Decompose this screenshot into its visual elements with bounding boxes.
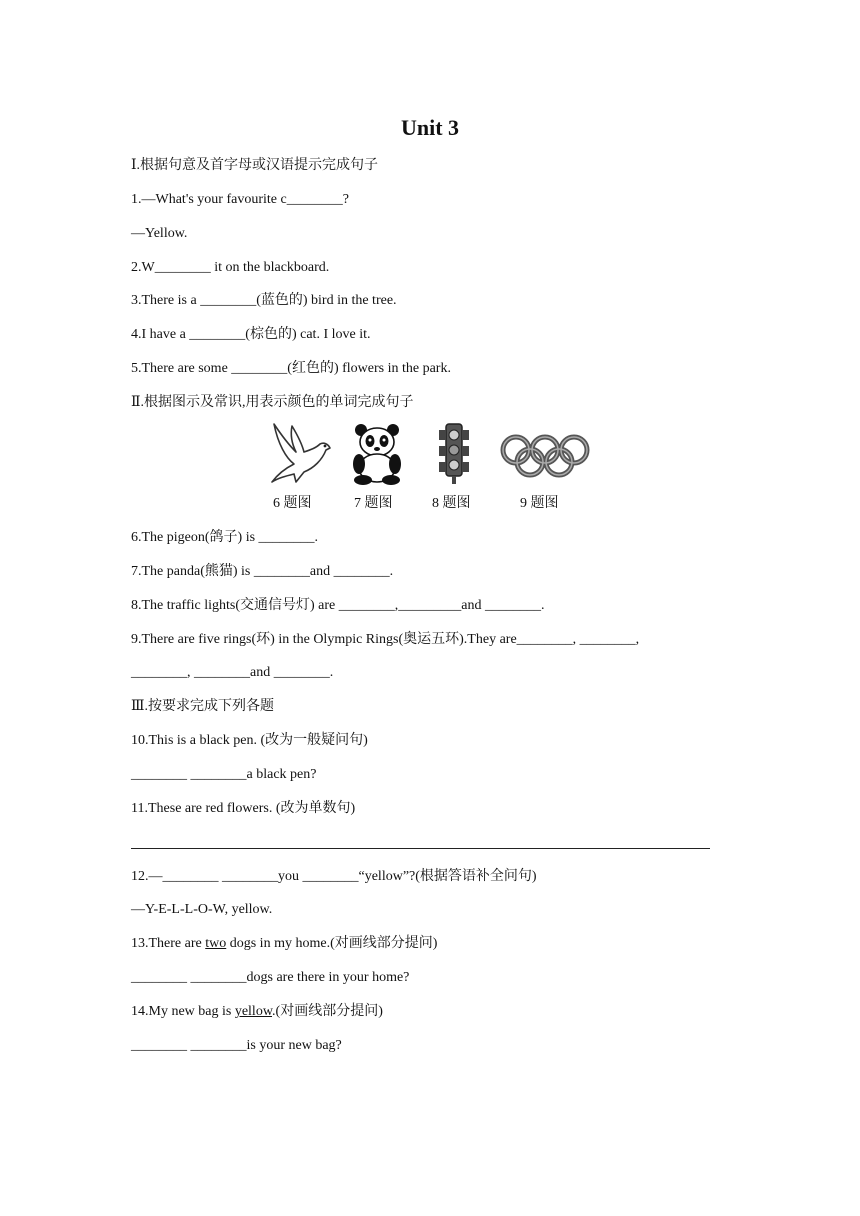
question-1: 1.—What's your favourite c________? <box>131 192 349 207</box>
question-10: 10.This is a black pen. (改为一般疑问句) <box>131 733 368 748</box>
question-11: 11.These are red flowers. (改为单数句) <box>131 801 356 816</box>
caption-7: 7 题图 <box>354 496 393 511</box>
answer-13: ________ ________dogs are there in your home? <box>131 970 410 985</box>
underlined-word: two <box>205 936 227 951</box>
page-title: Unit 3 <box>400 115 460 140</box>
question-9: 9.There are five rings(环) in the Olympic Rings(奥运五环).They are________, ________, <box>131 632 640 647</box>
section-2-heading: Ⅱ.根据图示及常识,用表示颜色的单词完成句子 <box>131 395 414 410</box>
question-5: 5.There are some ________(红色的) flowers in the park. <box>131 361 451 376</box>
answer-10: ________ ________a black pen? <box>131 767 317 782</box>
panda-image <box>349 422 405 486</box>
caption-6: 6 题图 <box>273 496 312 511</box>
question-4: 4.I have a ________(棕色的) cat. I love it. <box>131 327 371 342</box>
olympic-rings-image <box>500 422 600 486</box>
underlined-word: yellow <box>234 1004 273 1019</box>
pigeon-image <box>270 422 336 486</box>
question-9-continued: ________, ________and ________. <box>131 665 334 680</box>
caption-9: 9 题图 <box>520 496 559 511</box>
question-12: 12.—________ ________you ________“yellow”?(根据答语补全问句) <box>131 869 537 884</box>
question-2: 2.W________ it on the blackboard. <box>131 260 330 275</box>
section-1-heading: Ⅰ.根据句意及首字母或汉语提示完成句子 <box>131 158 379 173</box>
answer-14: ________ ________is your new bag? <box>131 1038 342 1053</box>
caption-8: 8 题图 <box>432 496 471 511</box>
question-8: 8.The traffic lights(交通信号灯) are ________,_________and ________. <box>131 598 545 613</box>
answer-11-rule <box>131 848 710 849</box>
question-14: 14.My new bag is yellow.(对画线部分提问) <box>131 1004 383 1019</box>
answer-1: —Yellow. <box>131 226 188 241</box>
answer-12: —Y-E-L-L-O-W, yellow. <box>131 902 273 917</box>
traffic-light-image <box>436 422 472 486</box>
question-7: 7.The panda(熊猫) is ________and ________. <box>131 564 394 579</box>
section-3-heading: Ⅲ.按要求完成下列各题 <box>131 699 275 714</box>
question-3: 3.There is a ________(蓝色的) bird in the tree. <box>131 293 397 308</box>
question-6: 6.The pigeon(鸽子) is ________. <box>131 530 319 545</box>
question-13: 13.There are two dogs in my home.(对画线部分提问) <box>131 936 438 951</box>
